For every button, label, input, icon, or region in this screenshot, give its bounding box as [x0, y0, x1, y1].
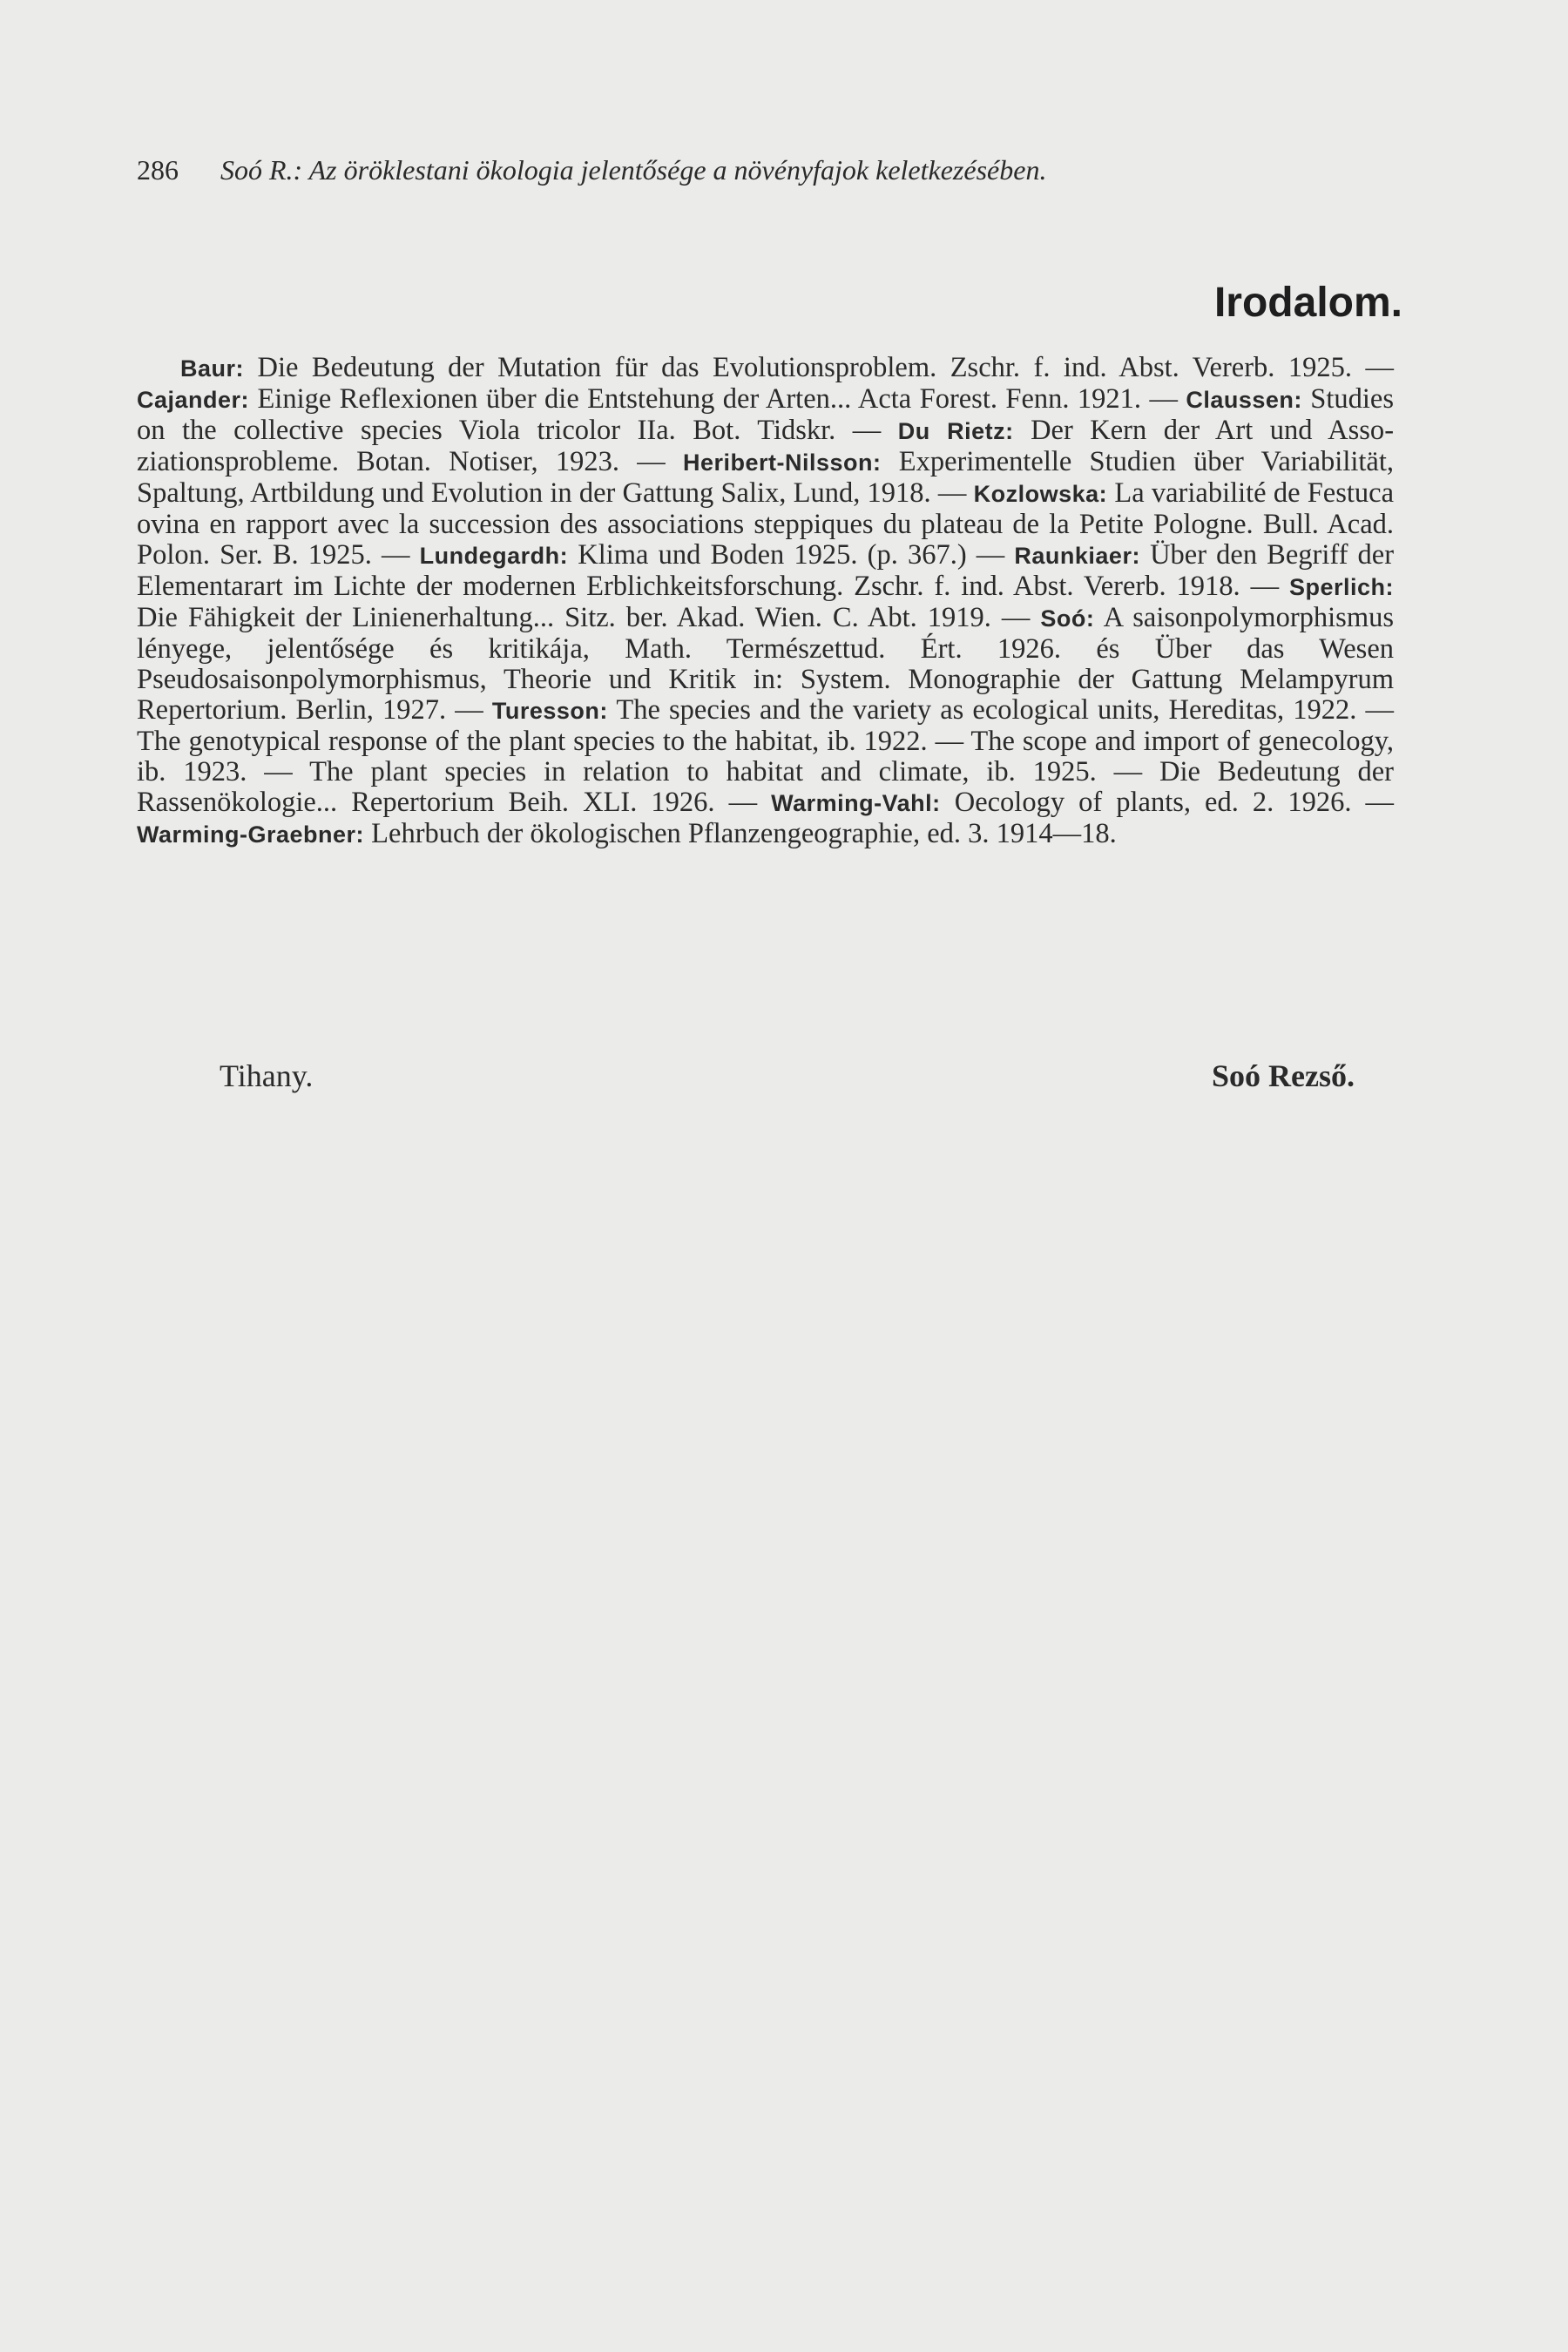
reference-entry	[715, 787, 1352, 818]
reference-author: Warming-Graebner:	[137, 821, 365, 848]
reference-text: A saisonpolymorphismus lényege, jelentősége és kritikája, Math. Természettud. Ért. 1926. és Über das Wesen Pseudosaisonpolymorphismus, Theorie und Kritik in: System. Monographie der Gattung Melampyrum Repertorium. Berlin, 1927.	[137, 602, 1395, 726]
reference-author: Baur:	[180, 355, 245, 382]
reference-author: Raunkiaer:	[1014, 543, 1140, 569]
reference-author: Kozlowska:	[973, 481, 1108, 507]
reference-separator: —	[1352, 352, 1394, 383]
reference-separator: —	[835, 415, 898, 446]
reference-text: The species and the variety as ecological units, Hereditas, 1922. — The genotypical response of the plant species to the habitat, ib. 1922. — The scope and import of genecology, ib. 1923. — The plant species in relation to habitat and climate, ib. 1925. — Die Bedeutung der Rassenökologie... Repertorium Beih. XLI. 1926.	[137, 694, 1395, 818]
reference-text: Oecology of plants, ed. 2. 1926.	[940, 787, 1352, 818]
section-title: Irodalom.	[1213, 280, 1402, 326]
reference-author: Cajander:	[137, 387, 250, 413]
reference-author: Du Rietz:	[897, 418, 1014, 444]
reference-separator: —	[371, 539, 420, 571]
bibliography	[137, 353, 1394, 850]
reference-entry	[372, 539, 967, 571]
reference-text: Experimentelle Studien über Variabilität, Spaltung, Artbildung und Evolution in der Gattung Salix, Lund, 1918.	[137, 446, 1394, 509]
reference-text: Lehrbuch der ökologischen Pflanzengeographie, ed. 3. 1914—18.	[364, 818, 1117, 849]
reference-separator: —	[714, 787, 772, 818]
reference-text: Über den Begriff der Elementarart im Lichte der modernen Erblichkeitsforschung. Zschr. f. ind. Abst. Vererb. 1918.	[137, 539, 1395, 602]
reference-separator: —	[446, 694, 492, 726]
reference-author: Heribert-Nilsson:	[683, 449, 882, 476]
reference-text: La variabilité de Festuca ovina en rapport avec la succession des associations steppiques du plateau de la Petite Pologne. Bull. Acad. Polon. Ser. B. 1925.	[137, 477, 1394, 571]
reference-author: Sperlich:	[1288, 574, 1395, 600]
reference-text: Einige Reflexionen über die Entstehung der Arten... Acta Forest. Fenn. 1921.	[249, 383, 1142, 415]
signature-place: Tihany.	[220, 1058, 314, 1093]
signature-name: Soó Rezső.	[1212, 1058, 1355, 1093]
running-header	[137, 148, 1400, 192]
signature-block	[137, 1054, 1394, 1098]
reference-text: Die Fähigkeit der Linienerhaltung... Sitz. ber. Akad. Wien. C. Abt. 1919.	[137, 602, 991, 633]
reference-author: Claussen:	[1186, 387, 1302, 413]
reference-author: Turesson:	[491, 698, 608, 724]
reference-separator: —	[619, 446, 683, 477]
reference-separator: —	[1240, 571, 1289, 602]
reference-text: Der Kern der Art und Assoziationsprobleme. Botan. Notiser, 1923.	[137, 415, 1395, 477]
page-number: 286	[137, 154, 179, 186]
running-title: Soó R.: Az öröklestani ökologia jelentősége a növényfajok keletkezésében.	[220, 154, 1047, 186]
reference-text: Klima und Boden 1925. (p. 367.)	[568, 539, 967, 571]
reference-separator: —	[1351, 787, 1395, 818]
reference-separator: —	[990, 602, 1041, 633]
reference-author: Lundegardh:	[419, 543, 569, 569]
reference-separator: —	[930, 477, 974, 509]
reference-text: Studies on the collective species Viola tricolor IIa. Bot. Tidskr.	[137, 383, 1394, 446]
reference-entry	[180, 352, 1352, 383]
reference-author: Warming-Vahl:	[771, 790, 941, 816]
reference-author: Soó:	[1040, 605, 1095, 632]
reference-separator: —	[966, 539, 1015, 571]
reference-separator: —	[1141, 383, 1186, 415]
reference-text: Die Bedeutung der Mutation für das Evolutionsproblem. Zschr. f. ind. Abst. Vererb. 1925.	[244, 352, 1353, 383]
